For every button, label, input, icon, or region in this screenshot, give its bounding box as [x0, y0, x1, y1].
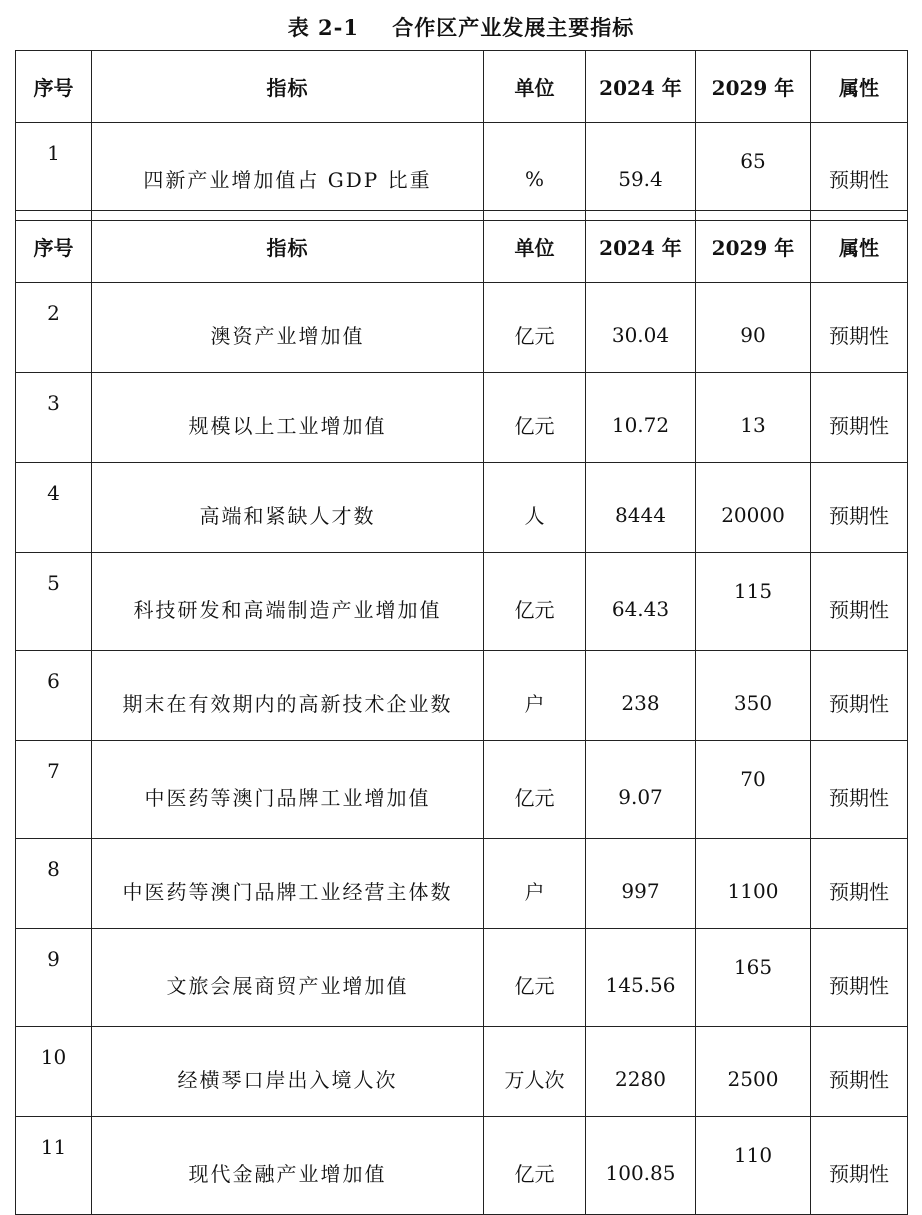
row-index: 11	[16, 1117, 92, 1215]
header-target-year: 2029 年	[696, 51, 811, 123]
row-indicator-name: 科技研发和高端制造产业增加值	[92, 553, 484, 651]
row-index: 2	[16, 283, 92, 373]
header-unit: 单位	[484, 211, 586, 283]
row-indicator-name: 文旅会展商贸产业增加值	[92, 929, 484, 1027]
row-unit: 亿元	[484, 741, 586, 839]
header-attribute: 属性	[811, 51, 908, 123]
header-index: 序号	[16, 211, 92, 283]
row-value-2024: 64.43	[586, 553, 696, 651]
header-attribute: 属性	[811, 211, 908, 283]
row-indicator-name: 四新产业增加值占 GDP 比重	[92, 123, 484, 221]
row-index: 4	[16, 463, 92, 553]
row-index: 6	[16, 651, 92, 741]
indicator-table-part-1	[15, 50, 908, 221]
header-row	[16, 51, 908, 123]
row-attribute: 预期性	[811, 1027, 908, 1117]
table-row	[16, 283, 908, 373]
row-indicator-name: 中医药等澳门品牌工业经营主体数	[92, 839, 484, 929]
row-value-2029: 13	[696, 373, 811, 463]
header-target-year: 2029 年	[696, 211, 811, 283]
row-value-2024: 10.72	[586, 373, 696, 463]
header-index: 序号	[16, 51, 92, 123]
table-row	[16, 651, 908, 741]
row-value-2029: 65	[696, 123, 811, 221]
row-index: 10	[16, 1027, 92, 1117]
row-indicator-name: 规模以上工业增加值	[92, 373, 484, 463]
row-unit: 万人次	[484, 1027, 586, 1117]
row-index: 3	[16, 373, 92, 463]
table-row	[16, 929, 908, 1027]
row-value-2024: 145.56	[586, 929, 696, 1027]
row-value-2024: 59.4	[586, 123, 696, 221]
row-index: 8	[16, 839, 92, 929]
table-row	[16, 553, 908, 651]
table-row	[16, 1027, 908, 1117]
row-attribute: 预期性	[811, 929, 908, 1027]
header-name: 指标	[92, 51, 484, 123]
row-unit: 人	[484, 463, 586, 553]
row-attribute: 预期性	[811, 741, 908, 839]
header-unit: 单位	[484, 51, 586, 123]
indicator-table-part-2	[15, 210, 908, 1215]
row-index: 7	[16, 741, 92, 839]
row-value-2029: 350	[696, 651, 811, 741]
row-value-2029: 70	[696, 741, 811, 839]
row-value-2029: 1100	[696, 839, 811, 929]
row-value-2029: 2500	[696, 1027, 811, 1117]
row-indicator-name: 现代金融产业增加值	[92, 1117, 484, 1215]
row-unit: 亿元	[484, 373, 586, 463]
table-row	[16, 1117, 908, 1215]
table-row	[16, 123, 908, 221]
header-current-year: 2024 年	[586, 51, 696, 123]
table-row	[16, 463, 908, 553]
row-value-2029: 90	[696, 283, 811, 373]
row-index: 1	[16, 123, 92, 221]
row-value-2029: 20000	[696, 463, 811, 553]
row-value-2024: 997	[586, 839, 696, 929]
row-indicator-name: 期末在有效期内的高新技术企业数	[92, 651, 484, 741]
header-row	[16, 211, 908, 283]
row-attribute: 预期性	[811, 463, 908, 553]
row-attribute: 预期性	[811, 839, 908, 929]
row-value-2029: 110	[696, 1117, 811, 1215]
row-indicator-name: 经横琴口岸出入境人次	[92, 1027, 484, 1117]
header-current-year: 2024 年	[586, 211, 696, 283]
row-attribute: 预期性	[811, 123, 908, 221]
row-value-2029: 165	[696, 929, 811, 1027]
row-attribute: 预期性	[811, 553, 908, 651]
row-value-2024: 2280	[586, 1027, 696, 1117]
row-index: 9	[16, 929, 92, 1027]
row-value-2024: 9.07	[586, 741, 696, 839]
header-name: 指标	[92, 211, 484, 283]
table-row	[16, 373, 908, 463]
row-attribute: 预期性	[811, 1117, 908, 1215]
row-indicator-name: 澳资产业增加值	[92, 283, 484, 373]
table-title: 表 2-1 合作区产业发展主要指标	[287, 15, 635, 40]
row-index: 5	[16, 553, 92, 651]
row-unit: 亿元	[484, 553, 586, 651]
row-value-2024: 30.04	[586, 283, 696, 373]
row-unit: %	[484, 123, 586, 221]
row-value-2024: 100.85	[586, 1117, 696, 1215]
row-value-2024: 238	[586, 651, 696, 741]
row-attribute: 预期性	[811, 373, 908, 463]
row-value-2024: 8444	[586, 463, 696, 553]
table-row	[16, 741, 908, 839]
row-indicator-name: 高端和紧缺人才数	[92, 463, 484, 553]
row-attribute: 预期性	[811, 283, 908, 373]
row-indicator-name: 中医药等澳门品牌工业增加值	[92, 741, 484, 839]
table-row	[16, 839, 908, 929]
row-unit: 亿元	[484, 1117, 586, 1215]
row-attribute: 预期性	[811, 651, 908, 741]
row-unit: 亿元	[484, 283, 586, 373]
row-unit: 户	[484, 651, 586, 741]
row-unit: 户	[484, 839, 586, 929]
row-unit: 亿元	[484, 929, 586, 1027]
row-value-2029: 115	[696, 553, 811, 651]
